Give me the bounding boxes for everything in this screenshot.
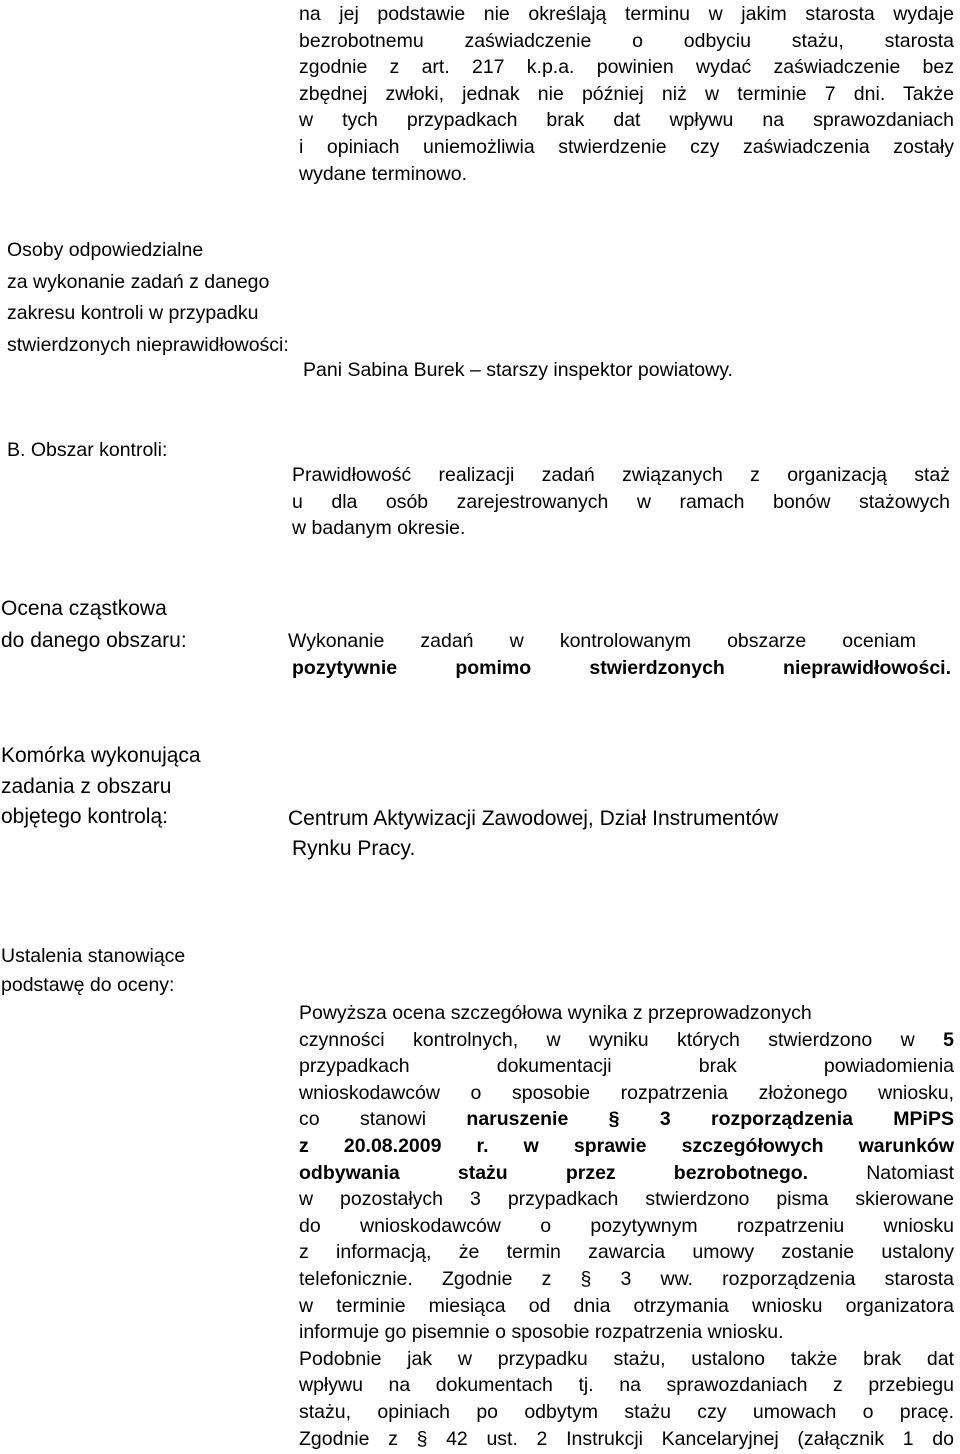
intro-line: wydane terminowo. <box>299 162 467 185</box>
intro-line: i opiniach uniemożliwia stwierdzenie czy zaświadczenia zostały <box>299 135 954 158</box>
responsible-label <box>7 237 427 358</box>
findings-line: stażu, opiniach po odbytym stażu czy umowach o pracę. <box>299 1400 954 1423</box>
intro-paragraph <box>299 1 954 187</box>
assessment-line: Wykonanie zadań w kontrolowanym obszarze oceniam <box>288 630 916 652</box>
responsible-label-line: za wykonanie zadań z danego <box>7 270 270 293</box>
findings-line: Powyższa ocena szczegółowa wynika z przeprowadzonych <box>299 1002 812 1024</box>
area-line: u dla osób zarejestrowanych w ramach bonów stażowych <box>292 490 950 513</box>
unit-label-line: Komórka wykonująca <box>1 744 201 767</box>
findings-line: Zgodnie z § 42 ust. 2 Instrukcji Kancelaryjnej (załącznik 1 do <box>299 1427 954 1450</box>
findings-line: co stanowi naruszenie § 3 rozporządzenia MPiPS <box>299 1108 954 1131</box>
findings-line: telefonicznie. Zgodnie z § 3 ww. rozporządzenia starosta <box>299 1267 954 1290</box>
findings-text <box>299 1000 954 1452</box>
intro-line: zgodnie z art. 217 k.p.a. powinien wydać zaświadczenie bez <box>299 56 954 79</box>
assessment-text-bold <box>292 655 951 682</box>
area-line: Prawidłowość realizacji zadań związanych z organizacją staż <box>292 464 950 486</box>
responsible-label-line: zakresu kontroli w przypadku <box>7 302 259 325</box>
findings-line: odbywania stażu przez bezrobotnego. Natomiast <box>299 1161 954 1184</box>
area-label: B. Obszar kontroli: <box>7 439 168 461</box>
responsible-person: Pani Sabina Burek – starszy inspektor powiatowy. <box>303 359 733 381</box>
area-text <box>292 462 950 542</box>
assessment-text <box>288 628 916 655</box>
unit-label-line: objętego kontrolą: <box>1 805 168 829</box>
findings-line: Podobnie jak w przypadku stażu, ustalono także brak dat <box>299 1347 954 1370</box>
intro-line: zbędnej zwłoki, jednak nie później niż w terminie 7 dni. Także <box>299 82 954 105</box>
unit-name-line1: Centrum Aktywizacji Zawodowej, Dział Instrumentów <box>288 807 779 830</box>
unit-label <box>1 743 201 831</box>
area-line: w badanym okresie. <box>292 517 466 540</box>
findings-line: informuje go pisemnie o sposobie rozpatrzenia wniosku. <box>299 1321 784 1344</box>
assessment-label-line1: Ocena cząstkowa <box>1 597 167 620</box>
responsible-label-line: Osoby odpowiedzialne <box>7 239 204 261</box>
findings-line: z informacją, że termin zawarcia umowy zostanie ustalony <box>299 1241 954 1264</box>
findings-line: do wnioskodawców o pozytywnym rozpatrzeniu wniosku <box>299 1214 954 1237</box>
findings-label-line: podstawę do oceny: <box>1 973 175 996</box>
findings-line: przypadkach dokumentacji brak powiadomienia <box>299 1055 954 1078</box>
findings-line: w terminie miesiąca od dnia otrzymania wniosku organizatora <box>299 1294 954 1317</box>
findings-line: w pozostałych 3 przypadkach stwierdzono pisma skierowane <box>299 1188 954 1211</box>
findings-line: wpływu na dokumentach tj. na sprawozdaniach z przebiegu <box>299 1374 954 1397</box>
intro-line: na jej podstawie nie określają terminu w jakim starosta wydaje <box>299 3 954 25</box>
findings-line: czynności kontrolnych, w wyniku których stwierdzono w 5 <box>299 1028 954 1051</box>
responsible-label-line: stwierdzonych nieprawidłowości: <box>7 333 289 356</box>
findings-label <box>1 943 185 998</box>
findings-line: wnioskodawców o sposobie rozpatrzenia złożonego wniosku, <box>299 1081 954 1104</box>
assessment-line-bold: pozytywnie pomimo stwierdzonych nieprawidłowości. <box>292 657 951 679</box>
unit-name-line2: Rynku Pracy. <box>292 837 416 860</box>
intro-line: bezrobotnemu zaświadczenie o odbyciu stażu, starosta <box>299 29 954 52</box>
intro-line: w tych przypadkach brak dat wpływu na sprawozdaniach <box>299 109 954 132</box>
findings-line: z 20.08.2009 r. w sprawie szczegółowych warunków <box>299 1134 954 1157</box>
unit-label-line: zadania z obszaru <box>1 774 172 798</box>
assessment-label-line2: do danego obszaru: <box>1 629 187 652</box>
findings-label-line: Ustalenia stanowiące <box>1 945 186 967</box>
